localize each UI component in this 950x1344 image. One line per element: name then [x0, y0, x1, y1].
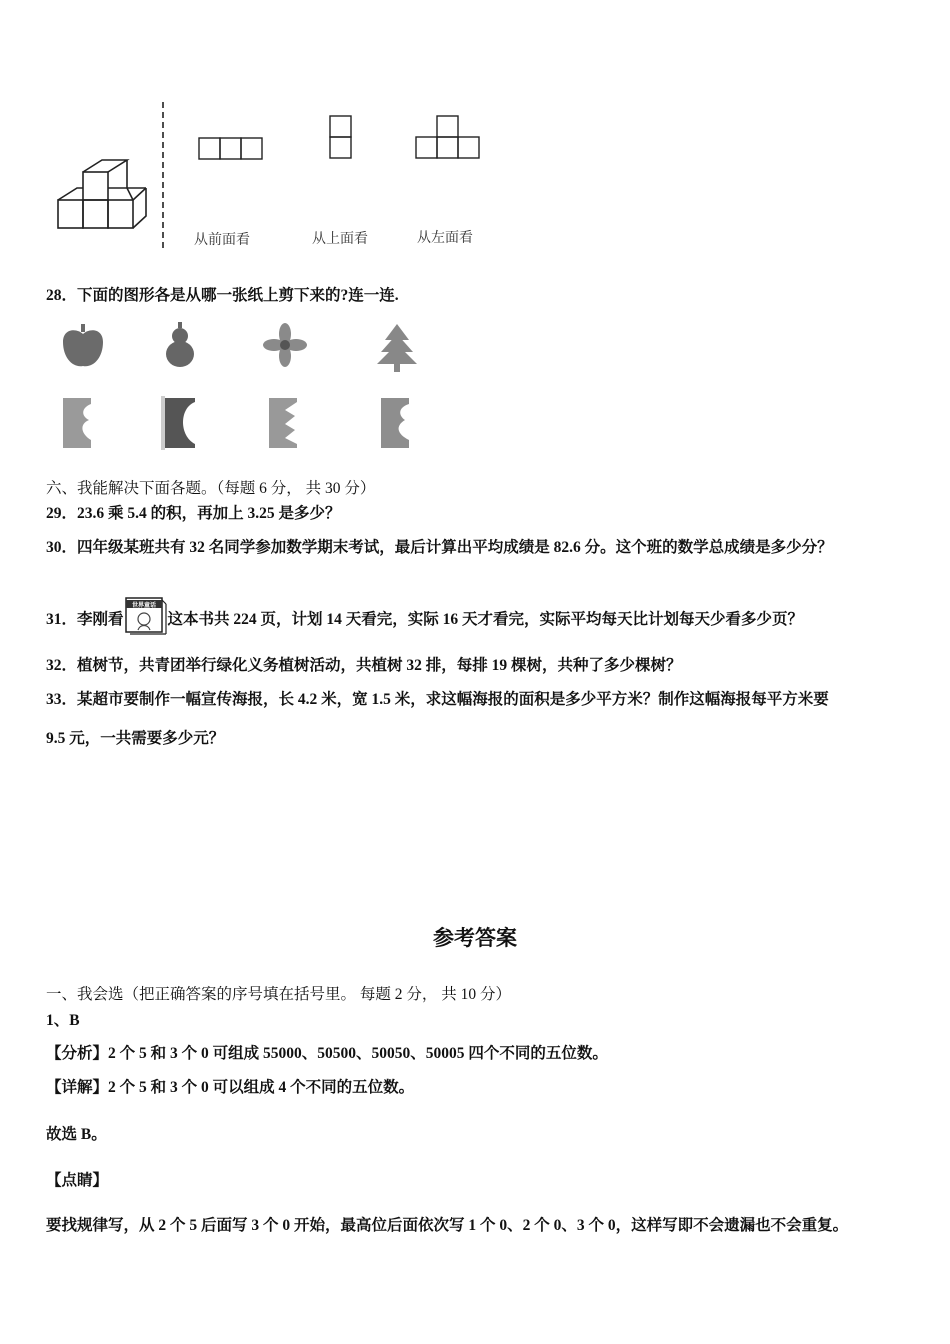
question-31-before: 31．李刚看 — [46, 611, 124, 628]
section-6-heading: 六、我能解决下面各题。（每题 6 分， 共 30 分） — [46, 480, 376, 497]
cutout-shapes-row — [55, 320, 425, 375]
answer-1: 1、B — [46, 1012, 80, 1029]
question-29: 29．23.6 乘 5.4 的积，再加上 3.25 是多少？ — [46, 505, 341, 522]
question-28: 28．下面的图形各是从哪一张纸上剪下来的?连一连. — [46, 287, 399, 304]
answers-title: 参考答案 — [433, 926, 517, 950]
question-30: 30．四年级某班共有 32 名同学参加数学期末考试，最后计算出平均成绩是 82.6 分。这个班的数学总成绩是多少分？ — [46, 539, 833, 556]
gourd-shape — [166, 322, 194, 367]
paper-sheets-row — [55, 394, 425, 454]
apple-shape — [63, 324, 103, 366]
question-33-line-2: 9.5 元，一共需要多少元？ — [46, 730, 225, 747]
answers-section-1-heading: 一、我会选（把正确答案的序号填在括号里。 每题 2 分， 共 10 分） — [46, 986, 512, 1003]
paper-sheet-3 — [269, 398, 297, 448]
book-icon — [124, 596, 168, 636]
paper-sheet-2 — [161, 396, 195, 450]
answer-1-detail: 【详解】2 个 5 和 3 个 0 可以组成 4 个不同的五位数。 — [46, 1079, 415, 1096]
front-view-label: 从前面看 — [194, 232, 250, 248]
question-33-line-1: 33．某超市要制作一幅宣传海报，长 4.2 米，宽 1.5 米，求这幅海报的面积是多少平方米？制作这幅海报每平方米要 — [46, 691, 829, 708]
question-31-after: 这本书共 224 页，计划 14 天看完，实际 16 天才看完，实际平均每天比计划每天少看多少页？ — [167, 611, 804, 628]
tree-shape — [377, 324, 417, 372]
top-view-label: 从上面看 — [312, 231, 368, 247]
left-view-label: 从左面看 — [417, 230, 473, 246]
flower-shape — [263, 323, 307, 367]
answer-1-tip-text: 要找规律写，从 2 个 5 后面写 3 个 0 开始，最高位后面依次写 1 个 0、2 个 0、3 个 0，这样写即不会遗漏也不会重复。 — [46, 1217, 849, 1234]
answer-1-choice: 故选 B。 — [46, 1126, 107, 1143]
question-32: 32．植树节，共青团举行绿化义务植树活动，共植树 32 排，每排 19 棵树，共种了多少棵树？ — [46, 657, 682, 674]
paper-sheet-4 — [381, 398, 409, 448]
book-title: 世界童话 — [131, 602, 156, 609]
answer-1-analysis: 【分析】2 个 5 和 3 个 0 可组成 55000、50500、50050、50005 四个不同的五位数。 — [46, 1045, 608, 1062]
answer-1-tip-label: 【点睛】 — [46, 1172, 109, 1189]
question-31 — [46, 596, 803, 636]
paper-sheet-1 — [63, 398, 91, 448]
